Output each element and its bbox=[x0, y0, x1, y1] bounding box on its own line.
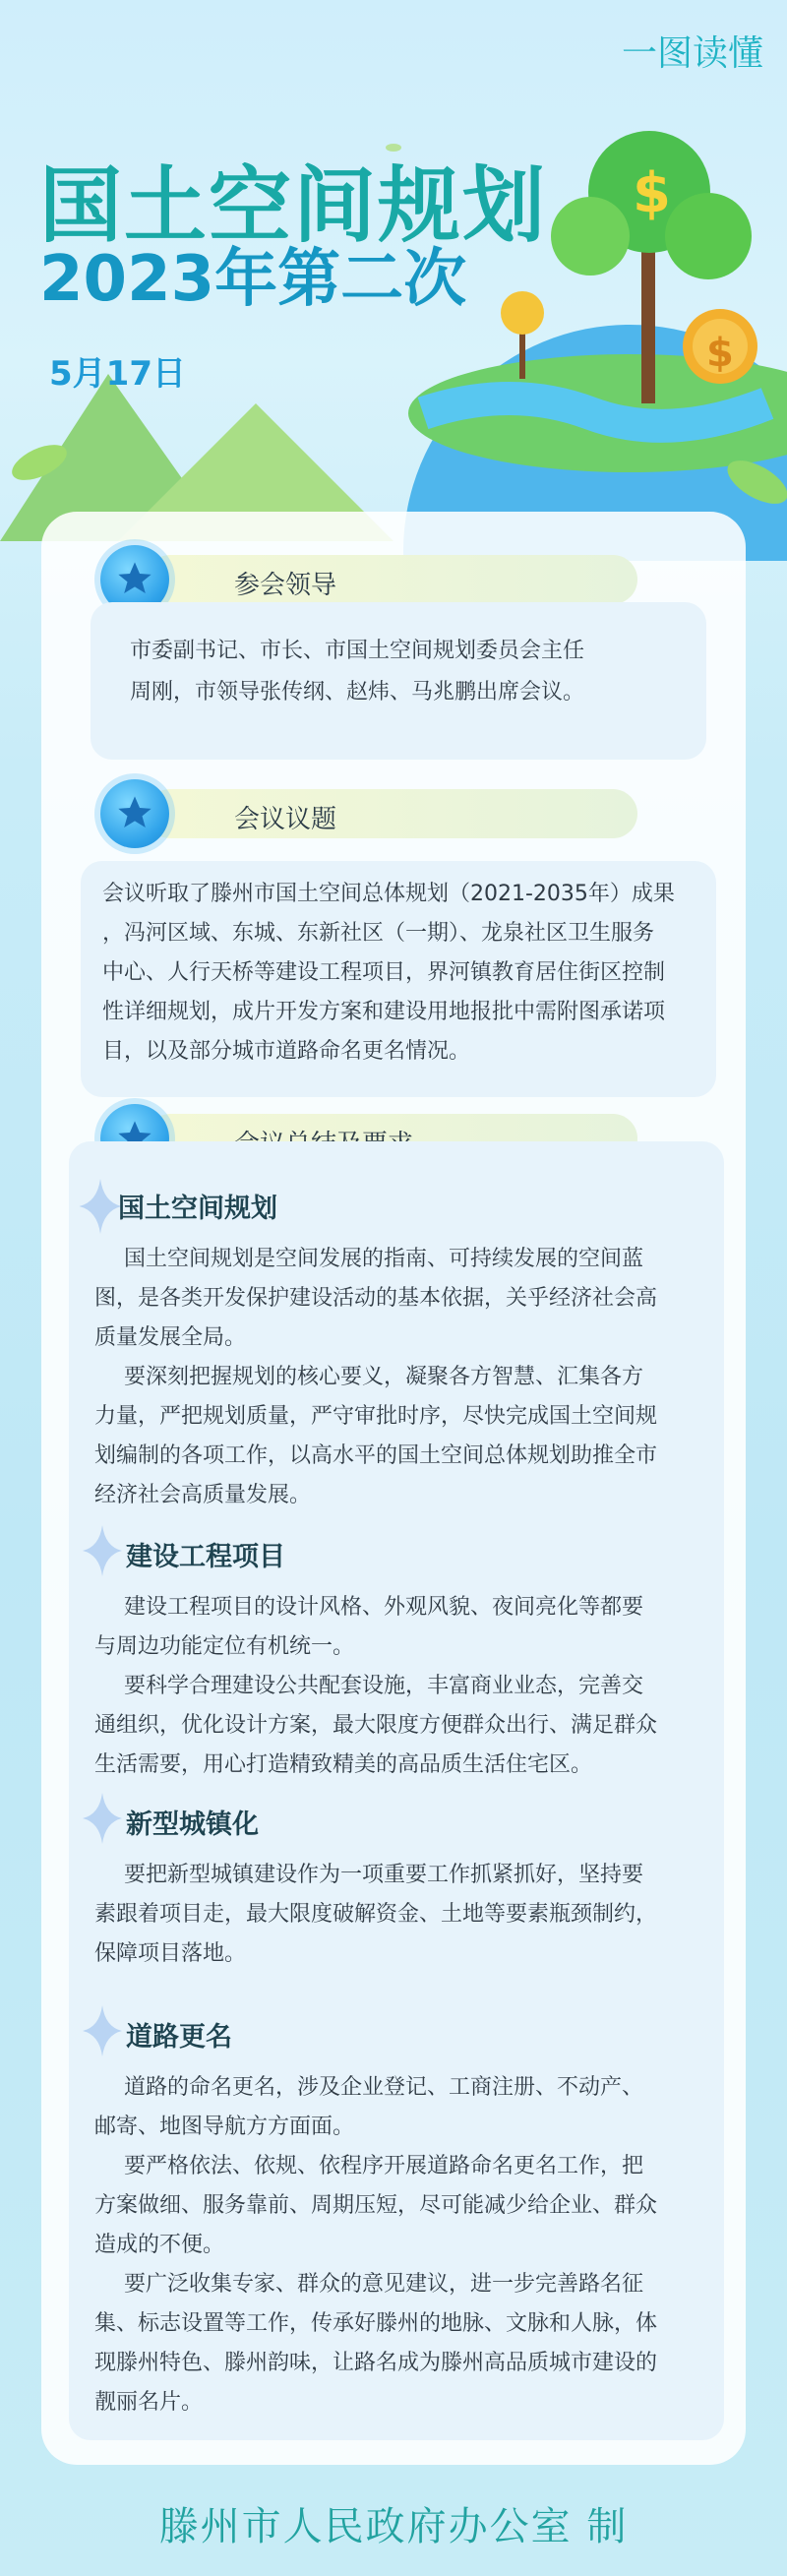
sparkle-icon bbox=[83, 1793, 122, 1844]
item-line: 要科学合理建设公共配套设施，丰富商业业态，完善交 bbox=[124, 1674, 644, 1698]
item-line: 划编制的各项工作，以高水平的国土空间总体规划助推全市 bbox=[94, 1443, 658, 1468]
item-line: 道路的命名更名，涉及企业登记、工商注册、不动产、 bbox=[124, 2075, 644, 2100]
item-line: 要把新型城镇建设作为一项重要工作抓紧抓好，坚持要 bbox=[124, 1863, 644, 1887]
item-line: 经济社会高质量发展。 bbox=[94, 1483, 312, 1507]
topics-line: 性详细规划，成片开发方案和建设用地报批中需附图承诺项 bbox=[102, 1000, 666, 1024]
content-card bbox=[41, 512, 746, 2465]
topics-line: 会议听取了滕州市国土空间总体规划（2021-2035年）成果 bbox=[102, 882, 675, 906]
sparkle-icon bbox=[83, 1525, 122, 1576]
leaders-box bbox=[91, 602, 706, 760]
footer-credit: 滕州市人民政府办公室 制 bbox=[158, 2504, 629, 2549]
topics-line: 目，以及部分城市道路命名更名情况。 bbox=[102, 1039, 471, 1064]
page-subtitle: 2023年第二次 bbox=[39, 243, 467, 316]
item-title: 建设工程项目 bbox=[126, 1542, 285, 1572]
item-line: 要广泛收集专家、群众的意见建议，进一步完善路名征 bbox=[124, 2272, 644, 2297]
topics-box bbox=[81, 861, 716, 1097]
item-line: 方案做细、服务靠前、周期压短，尽可能减少给企业、群众 bbox=[94, 2193, 658, 2218]
item-title: 国土空间规划 bbox=[118, 1194, 277, 1224]
item-title: 新型城镇化 bbox=[126, 1809, 259, 1840]
item-line: 要严格依法、依规、依程序开展道路命名更名工作，把 bbox=[124, 2154, 644, 2178]
item-line: 质量发展全局。 bbox=[94, 1325, 247, 1350]
leaders-line: 市委副书记、市长、市国土空间规划委员会主任 bbox=[130, 639, 585, 663]
item-line: 造成的不便。 bbox=[94, 2233, 225, 2257]
item-line: 集、标志设置等工作，传承好滕州的地脉、文脉和人脉，体 bbox=[94, 2311, 658, 2336]
item-line: 通组织，优化设计方案，最大限度方便群众出行、满足群众 bbox=[94, 1713, 658, 1738]
topics-line: 中心、人行天桥等建设工程项目，界河镇教育居住街区控制 bbox=[102, 960, 666, 985]
item-line: 素跟着项目走，最大限度破解资金、土地等要素瓶颈制约， bbox=[94, 1902, 658, 1927]
item-line: 靓丽名片。 bbox=[94, 2390, 204, 2415]
sparkle-icon bbox=[83, 2005, 122, 2056]
item-line: 与周边功能定位有机统一。 bbox=[94, 1634, 355, 1659]
item-line: 要深刻把握规划的核心要义，凝聚各方智慧、汇集各方 bbox=[124, 1365, 644, 1389]
leaders-line: 周刚，市领导张传纲、赵炜、马兆鹏出席会议。 bbox=[130, 680, 585, 705]
header-tag: 一图读懂 bbox=[621, 33, 763, 74]
svg-text:$: $ bbox=[706, 331, 734, 376]
item-line: 保障项目落地。 bbox=[94, 1941, 247, 1966]
item-line: 邮寄、地图导航方方面面。 bbox=[94, 2115, 355, 2139]
item-line: 力量，严把规划质量，严守审批时序，尽快完成国土空间规 bbox=[94, 1404, 658, 1429]
item-line: 图，是各类开发保护建设活动的基本依据，关乎经济社会高 bbox=[94, 1286, 658, 1311]
sparkle-icon bbox=[79, 1179, 122, 1234]
section-title: 参会领导 bbox=[234, 571, 337, 600]
item-line: 国土空间规划是空间发展的指南、可持续发展的空间蓝 bbox=[124, 1247, 644, 1271]
summary-box bbox=[69, 1141, 724, 2440]
page-title: 国土空间规划 bbox=[39, 157, 548, 254]
meeting-date: 5月17日 bbox=[49, 354, 186, 394]
section-title: 会议议题 bbox=[234, 805, 337, 834]
item-title: 道路更名 bbox=[126, 2022, 232, 2053]
item-line: 生活需要，用心打造精致精美的高品质生活住宅区。 bbox=[94, 1752, 593, 1777]
star-icon bbox=[100, 779, 169, 848]
item-line: 建设工程项目的设计风格、外观风貌、夜间亮化等都要 bbox=[124, 1595, 644, 1620]
item-line: 现滕州特色、滕州韵味，让路名成为滕州高品质城市建设的 bbox=[94, 2351, 658, 2375]
topics-line: ，冯河区域、东城、东新社区（一期）、龙泉社区卫生服务 bbox=[102, 921, 655, 946]
svg-text:$: $ bbox=[633, 161, 671, 225]
